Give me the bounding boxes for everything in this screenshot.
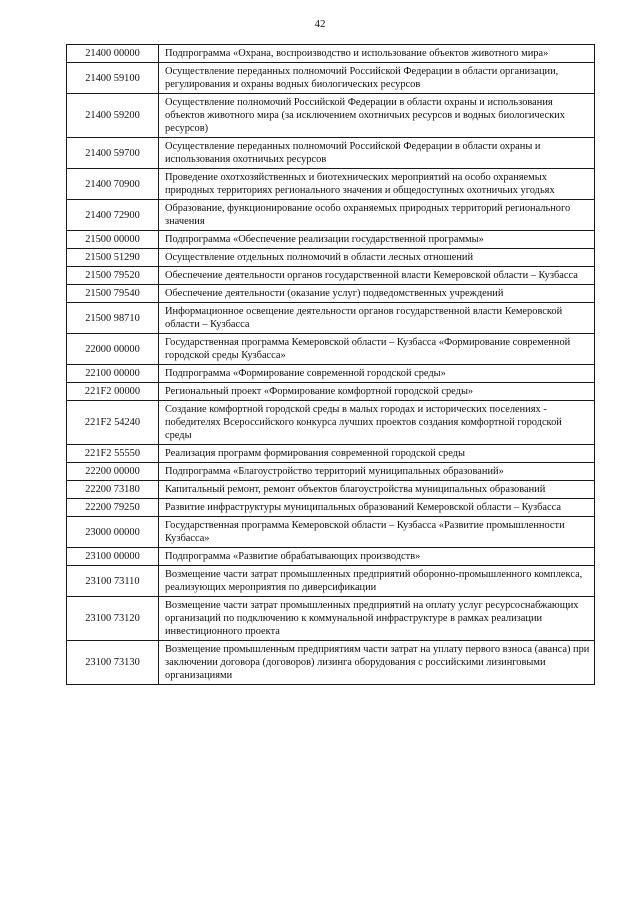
code-cell: 21400 59100 (67, 63, 159, 94)
code-cell: 21400 59200 (67, 94, 159, 138)
description-cell: Подпрограмма «Охрана, воспроизводство и использование объектов животного мира» (159, 45, 595, 63)
table-row (67, 63, 595, 94)
table-row (67, 383, 595, 401)
page-number: 42 (314, 18, 326, 30)
table-row (67, 481, 595, 499)
table-row (67, 138, 595, 169)
description-cell: Создание комфортной городской среды в малых городах и исторических поселениях - победителях Всероссийского конкурса лучших проектов создания комфортной городской среды (159, 401, 595, 445)
code-cell: 221F2 00000 (67, 383, 159, 401)
table-row (67, 45, 595, 63)
code-cell: 21500 00000 (67, 231, 159, 249)
description-cell: Реализация программ формирования современной городской среды (159, 445, 595, 463)
code-cell: 22100 00000 (67, 365, 159, 383)
description-cell: Проведение охотхозяйственных и биотехнических мероприятий на особо охраняемых природных территориях регионального значения и общедоступных охотничьих угодьях (159, 169, 595, 200)
table-row (67, 401, 595, 445)
table-row (67, 445, 595, 463)
budget-codes-table (66, 44, 595, 685)
table-row (67, 334, 595, 365)
description-cell: Осуществление полномочий Российской Федерации в области охраны и использования объектов животного мира (за исключением охотничьих ресурсов и водных биологических ресурсов) (159, 94, 595, 138)
table-row (67, 365, 595, 383)
description-cell: Возмещение части затрат промышленных предприятий оборонно-промышленного комплекса, реализующих мероприятия по диверсификации (159, 566, 595, 597)
table-row (67, 303, 595, 334)
code-cell: 21400 59700 (67, 138, 159, 169)
description-cell: Подпрограмма «Благоустройство территорий муниципальных образований» (159, 463, 595, 481)
description-cell: Информационное освещение деятельности органов государственной власти Кемеровской области – Кузбасса (159, 303, 595, 334)
table-row (67, 597, 595, 641)
description-cell: Капитальный ремонт, ремонт объектов благоустройства муниципальных образований (159, 481, 595, 499)
code-cell: 21400 00000 (67, 45, 159, 63)
table-row (67, 267, 595, 285)
code-cell: 21400 70900 (67, 169, 159, 200)
code-cell: 23100 00000 (67, 548, 159, 566)
table-row (67, 517, 595, 548)
description-cell: Осуществление отдельных полномочий в области лесных отношений (159, 249, 595, 267)
code-cell: 221F2 54240 (67, 401, 159, 445)
table-row (67, 249, 595, 267)
table-row (67, 499, 595, 517)
table-row (67, 566, 595, 597)
code-cell: 23000 00000 (67, 517, 159, 548)
code-cell: 22200 00000 (67, 463, 159, 481)
table-row (67, 200, 595, 231)
table-row (67, 463, 595, 481)
table-row (67, 231, 595, 249)
description-cell: Государственная программа Кемеровской области – Кузбасса «Формирование современной городской среды Кузбасса» (159, 334, 595, 365)
table-row (67, 548, 595, 566)
description-cell: Подпрограмма «Формирование современной городской среды» (159, 365, 595, 383)
table-row (67, 169, 595, 200)
description-cell: Региональный проект «Формирование комфортной городской среды» (159, 383, 595, 401)
code-cell: 23100 73110 (67, 566, 159, 597)
description-cell: Осуществление переданных полномочий Российской Федерации в области охраны и использования охотничьих ресурсов (159, 138, 595, 169)
description-cell: Возмещение части затрат промышленных предприятий на оплату услуг ресурсоснабжающих организаций по подключению к коммунальной инфраструктуре в рамках реализации инвестиционного проекта (159, 597, 595, 641)
code-cell: 221F2 55550 (67, 445, 159, 463)
code-cell: 21500 51290 (67, 249, 159, 267)
description-cell: Обеспечение деятельности (оказание услуг) подведомственных учреждений (159, 285, 595, 303)
code-cell: 22200 79250 (67, 499, 159, 517)
description-cell: Государственная программа Кемеровской области – Кузбасса «Развитие промышленности Кузбасса» (159, 517, 595, 548)
code-cell: 22200 73180 (67, 481, 159, 499)
table-row (67, 285, 595, 303)
table-body (67, 45, 595, 685)
description-cell: Подпрограмма «Обеспечение реализации государственной программы» (159, 231, 595, 249)
description-cell: Возмещение промышленным предприятиям части затрат на уплату первого взноса (аванса) при заключении договора (договоров) лизинга оборудования с российскими лизинговыми организациями (159, 641, 595, 685)
description-cell: Развитие инфраструктуры муниципальных образований Кемеровской области – Кузбасса (159, 499, 595, 517)
description-cell: Обеспечение деятельности органов государственной власти Кемеровской области – Кузбасса (159, 267, 595, 285)
table-row (67, 641, 595, 685)
table-row (67, 94, 595, 138)
description-cell: Образование, функционирование особо охраняемых природных территорий регионального значения (159, 200, 595, 231)
code-cell: 23100 73120 (67, 597, 159, 641)
code-cell: 21500 98710 (67, 303, 159, 334)
code-cell: 22000 00000 (67, 334, 159, 365)
description-cell: Осуществление переданных полномочий Российской Федерации в области организации, регулирования и охраны водных биологических ресурсов (159, 63, 595, 94)
description-cell: Подпрограмма «Развитие обрабатывающих производств» (159, 548, 595, 566)
code-cell: 21500 79540 (67, 285, 159, 303)
code-cell: 23100 73130 (67, 641, 159, 685)
code-cell: 21500 79520 (67, 267, 159, 285)
code-cell: 21400 72900 (67, 200, 159, 231)
